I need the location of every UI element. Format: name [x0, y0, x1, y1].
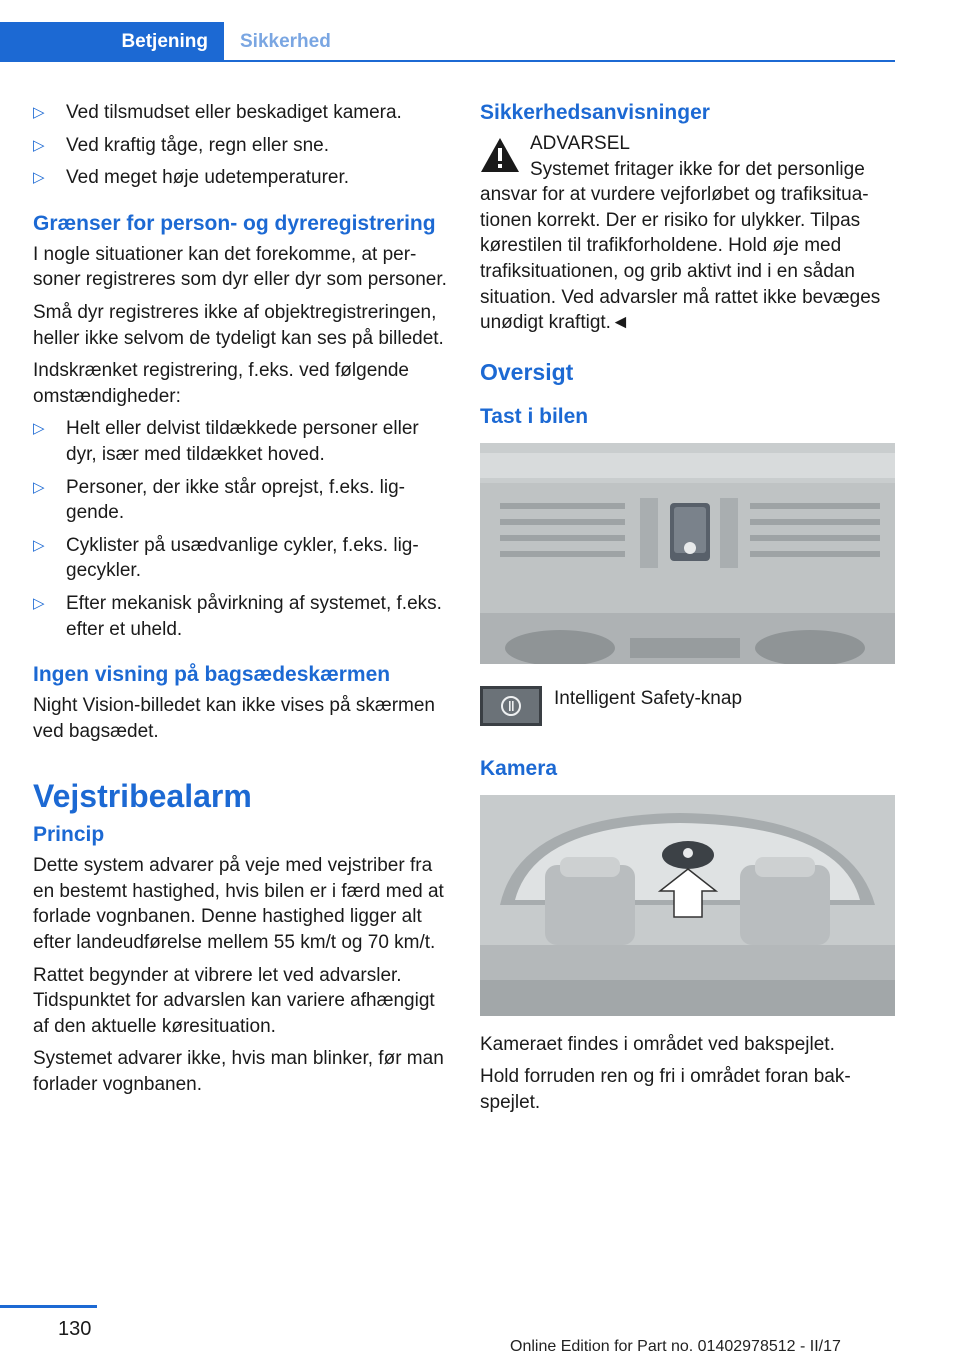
tab-sikkerhed[interactable]: Sikkerhed — [240, 31, 331, 52]
warning-block — [480, 131, 895, 157]
heading-safety-notes: Sikkerhedsanvisninger — [480, 101, 710, 124]
list-item: ▷ Helt eller delvist tildækkede personer eller dyr, især med tildækket hoved. — [33, 418, 419, 465]
edition-note: Online Edition for Part no. 01402978512 - II/17 — [510, 1338, 841, 1355]
dashboard-button-image — [480, 443, 895, 664]
camera-image — [480, 795, 895, 1016]
page-number: 130 — [58, 1318, 92, 1340]
triangle-bullet-icon: ▷ — [33, 594, 45, 612]
list-item: ▷ Cyklister på usædvanlige cykler, f.eks. liggecykler. — [33, 534, 419, 582]
right-column — [480, 100, 895, 1123]
header-underline — [224, 60, 895, 62]
heading-camera: Kamera — [480, 756, 558, 780]
triangle-bullet-icon: ▷ — [33, 104, 45, 121]
triangle-bullet-icon: ▷ — [33, 536, 45, 554]
triangle-bullet-icon: ▷ — [33, 136, 45, 154]
paragraph: Night Vision-billedet kan ikke vises på skærmen ved bagsædet. — [33, 695, 435, 742]
paragraph: I nogle situationer kan det forekomme, at personer registreres som dyr eller dyr som personer. — [33, 243, 447, 291]
left-column — [33, 100, 451, 1105]
button-caption: Intelligent Safety-knap — [554, 687, 743, 709]
button-caption-row — [480, 686, 895, 728]
tab-betjening[interactable]: Betjening — [0, 22, 224, 62]
conditions-list — [33, 100, 451, 191]
windshield-illustration — [480, 795, 895, 1016]
triangle-bullet-icon: ▷ — [33, 420, 45, 438]
paragraph: Indskrænket registrering, f.eks. ved følgende omstændigheder: — [33, 360, 409, 407]
dashboard-illustration — [480, 443, 895, 664]
heading-lane-warning: Vejstribealarm — [33, 778, 252, 815]
paragraph: Hold forruden ren og fri i området foran bakspejlet. — [480, 1066, 851, 1113]
heading-button-in-car: Tast i bilen — [480, 404, 589, 428]
list-item: ▷ Ved kraftig tåge, regn eller sne. — [33, 133, 451, 159]
header-tabbar — [0, 22, 895, 62]
paragraph: Rattet begynder at vibrere let ved advarsler. Tidspunktet for advarslen kan variere afhængigt af den aktuelle køresituation. — [33, 964, 435, 1037]
triangle-bullet-icon: ▷ — [33, 478, 45, 496]
list-item: ▷ Personer, der ikke står oprejst, f.eks. liggende. — [33, 476, 405, 524]
list-item: ▷ Ved meget høje udetemperaturer. — [33, 165, 451, 191]
paragraph: Kameraet findes i området ved bakspejlet. — [480, 1033, 835, 1055]
heading-detection-limits: Grænser for person- og dyreregistrering — [33, 211, 436, 235]
paragraph: Systemet advarer ikke, hvis man blinker, før man forlader vognbanen. — [33, 1048, 444, 1096]
warning-text: Systemet fritager ikke for det personlige ansvar for at vurdere vejforløbet og trafiksituationen korrekt. Der er risiko for ulykker. Tilpas kørestilen til trafikforholdene. Hold øje med trafiksituationen, og grib aktivt ind i en sådan situation. Ved advarsler må rattet ikke bevæges unødigt kraftigt.◄ — [480, 158, 881, 334]
footer-line — [0, 1305, 97, 1308]
heading-no-display: Ingen visning på bagsædeskærmen — [33, 663, 391, 687]
restricted-detection-list — [33, 416, 451, 642]
list-item: ▷ Ved tilsmudset eller beskadiget kamera. — [33, 100, 451, 126]
warning-triangle-icon — [480, 137, 520, 173]
list-item: ▷ Efter mekanisk påvirkning af systemet, f.eks. efter et uheld. — [33, 592, 442, 640]
heading-principle: Princip — [33, 823, 105, 847]
paragraph: Små dyr registreres ikke af objektregistreringen, heller ikke selvom de tydeligt kan ses på billedet. — [33, 301, 444, 349]
warning-label: ADVARSEL — [530, 133, 630, 154]
triangle-bullet-icon: ▷ — [33, 169, 45, 187]
intelligent-safety-button-icon — [480, 686, 542, 726]
heading-overview: Oversigt — [480, 358, 574, 385]
paragraph: Dette system advarer på veje med vejstriber fra en bestemt hastighed, hvis bilen er i færd med at forlade vognbanen. Denne hastighed ligger alt efter landeudførelse mellem 55 km/t og 70 km/t. — [33, 855, 444, 954]
